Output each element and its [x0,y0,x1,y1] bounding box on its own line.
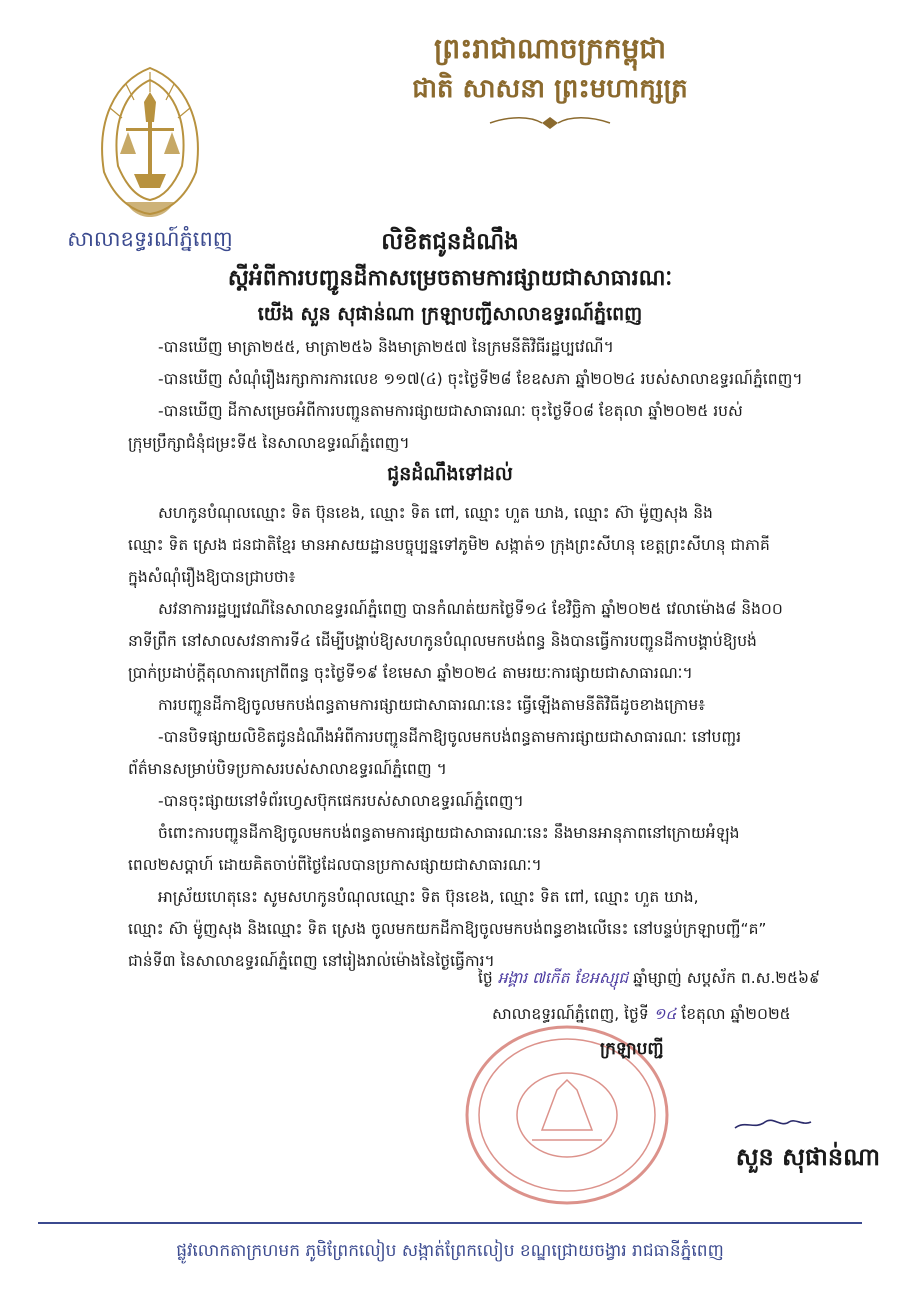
body-line: សវនាការរដ្ឋប្បវេណីនៃសាលាឧទ្ធរណ៍ភ្នំពេញ បានកំណត់យកថ្ងៃទី១៤ ខែវិច្ឆិកា ឆ្នាំ២០២៥ វេលាម៉ោង៨ និង០០ [158,600,783,618]
court-name: សាលាឧទ្ធរណ៍ភ្នំពេញ [67,227,233,251]
subject-title: ស្តីអំពីការបញ្ជូនដីកាសម្រេចតាមការផ្សាយជាសាធារណៈ [227,266,673,291]
body-line: ពេល២សប្តាហ៍ ដោយគិតចាប់ពីថ្ងៃដែលបានប្រកាសផ្សាយជាសាធារណៈ។ [128,856,542,874]
lunar-date-handwritten: អង្គារ ៧កើត ខែអស្សុជ [497,969,629,987]
body-line: ឈ្មោះ ទិត ស្រេង ជនជាតិខ្មែរ មានអាសយដ្ឋានបច្ចុប្បន្នទៅភូមិ២ សង្កាត់១ ក្រុងព្រះសីហនុ ខេត្តព្រះសីហនុ ជាភាគី [128,536,770,554]
lunar-date-line [478,968,820,991]
notice-heading: ជូនដំណឹងទៅដល់ [387,463,513,485]
footer-divider [38,1222,862,1224]
position-title: ក្រឡាបញ្ជី [600,1039,664,1059]
handwritten-signature-icon [725,1100,845,1140]
lunar-date-prefix: ថ្ងៃ [478,969,493,987]
solar-date-suffix: ខែតុលា ឆ្នាំ២០២៥ [681,1005,791,1023]
court-emblem-icon [86,62,214,232]
solar-date-prefix: សាលាឧទ្ធរណ៍ភ្នំពេញ, ថ្ងៃទី [492,1005,649,1023]
kingdom-line-2: ជាតិ សាសនា ព្រះមហាក្សត្រ [412,74,688,104]
lunar-date-suffix: ឆ្នាំម្សាញ់ សប្តស័ក ព.ស.២៥៦៩ [633,969,820,987]
body-line: ព័ត៌មានសម្រាប់បិទប្រកាសរបស់សាលាឧទ្ធរណ៍ភ្នំពេញ ។ [128,760,447,778]
reference-line: ក្រុមប្រឹក្សាជំនុំជម្រះទី៥ នៃសាលាឧទ្ធរណ៍ភ្នំពេញ។ [128,434,410,452]
solar-date-line [492,1004,791,1027]
reference-line: -បានឃើញ ដីកាសម្រេចអំពីការបញ្ជូនតាមការផ្សាយជាសាធារណៈ ចុះថ្ងៃទី០៨ ខែតុលា ឆ្នាំ២០២៥ របស់ [158,402,743,420]
body-line: ជាន់ទី៣ នៃសាលាឧទ្ធរណ៍ភ្នំពេញ នៅរៀងរាល់ម៉ោងនៃថ្ងៃធ្វើការ។ [128,952,495,970]
reference-line: -បានឃើញ សំណុំរឿងរក្សាការការលេខ ១១៧(៤) ចុះថ្ងៃទី២៨ ខែឧសភា ឆ្នាំ២០២៤ របស់សាលាឧទ្ធរណ៍ភ្នំពេញ។ [158,370,803,388]
body-line: ក្នុងសំណុំរឿងឱ្យបានជ្រាបថា៖ [128,568,296,586]
kingdom-header [380,30,720,132]
body-line: នាទីព្រឹក នៅសាលសវនាការទី៤ ដើម្បីបង្គាប់ឱ្យសហកូនបំណុលមកបង់ពន្ធ និងបានធ្វើការបញ្ជូនដីកាបង្គាប់ឱ្យបង់ [128,632,757,650]
body-line: ឈ្មោះ ស៊ា ម៉ូញសុង និងឈ្មោះ ទិត ស្រេង ចូលមកយកដីកាឱ្យចូលមកបង់ពន្ធខាងលើនេះ នៅបន្ទប់ក្រឡាបញ្ជី“គ” [128,920,767,938]
body-line: -បានចុះផ្សាយនៅទំព័រហ្វេសប៊ុកផេករបស់សាលាឧទ្ធរណ៍ភ្នំពេញ។ [158,792,524,810]
body-line: ការបញ្ជូនដីកាឱ្យចូលមកបង់ពន្ធតាមការផ្សាយជាសាធារណៈនេះ ធ្វើឡើងតាមនីតិវិធីដូចខាងក្រោម៖ [158,696,706,714]
solar-date-handwritten: ១៤ [653,1005,677,1023]
issuer-line: យើង សួន សុផាន់ណា ក្រឡាបញ្ជីសាលាឧទ្ធរណ៍ភ្នំពេញ [257,303,643,325]
reference-line: -បានឃើញ មាត្រា២៥៥, មាត្រា២៥៦ និងមាត្រា២៥៧ នៃក្រមនីតិវិធីរដ្ឋប្បវេណី។ [158,338,614,356]
body-line: -បានបិទផ្សាយលិខិតជូនដំណឹងអំពីការបញ្ជូនដីកាឱ្យចូលមកបង់ពន្ធតាមការផ្សាយជាសាធារណៈ នៅបញ្ជរ [158,728,742,746]
body-line: សហកូនបំណុលឈ្មោះ ទិត ប៊ុនខេង, ឈ្មោះ ទិត ពៅ, ឈ្មោះ ហួត ឃាង, ឈ្មោះ ស៊ា ម៉ូញសុង និង [158,504,713,522]
signer-name: សួន សុផាន់ណា [735,1143,880,1171]
footer-address: ផ្លូវលោកតាក្រហមក ភូមិព្រែកលៀប សង្កាត់ព្រែកលៀប ខណ្ឌជ្រោយចង្វារ រាជធានីភ្នំពេញ [176,1241,724,1261]
ornament-divider-icon [480,114,620,132]
document-type-title: លិខិតជូនដំណឹង [381,229,519,255]
kingdom-line-1: ព្រះរាជាណាចក្រកម្ពុជា [433,32,666,65]
body-line: អាស្រ័យហេតុនេះ សូមសហកូនបំណុលឈ្មោះ ទិត ប៊ុនខេង, ឈ្មោះ ទិត ពៅ, ឈ្មោះ ហួត ឃាង, [158,888,699,906]
body-line: ចំពោះការបញ្ជូនដីកាឱ្យចូលមកបង់ពន្ធតាមការផ្សាយជាសាធារណៈនេះ នឹងមានអានុភាពនៅក្រោយអំឡុង [158,824,740,842]
body-line: ប្រាក់ប្រដាប់ក្តីតុលាការក្រៅពីពន្ធ ចុះថ្ងៃទី១៩ ខែមេសា ឆ្នាំ២០២៤ តាមរយៈការផ្សាយជាសាធារណៈ។ [128,664,693,682]
